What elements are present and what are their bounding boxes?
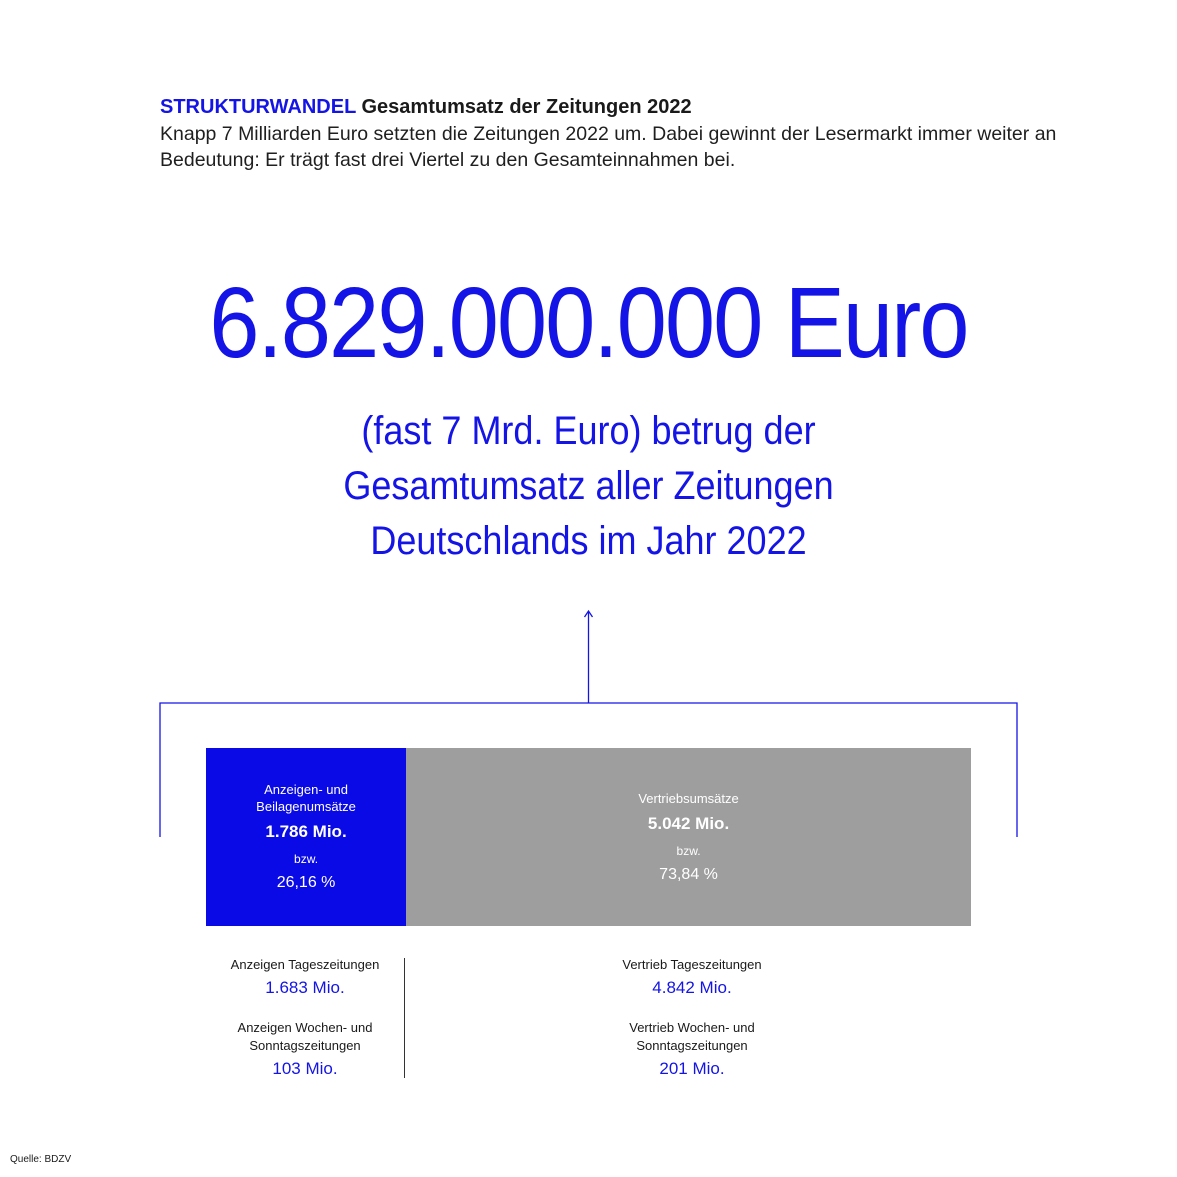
segment-value: 1.786 Mio. [265,822,347,841]
breakdown-label: Sonntagszeitungen [249,1038,361,1053]
breakdown-value: 103 Mio. [272,1059,338,1078]
stacked-bar [206,748,971,926]
total-revenue-figure: 6.829.000.000 Euro [209,267,968,379]
segment-label [406,790,971,807]
breakdown-ads-daily [185,956,425,999]
segment-label-line: Beilagenumsätze [256,799,356,814]
segment-percent: 73,84 % [659,865,718,883]
segment-percent: 26,16 % [276,874,336,891]
caption-line: Deutschlands im Jahr 2022 [370,519,807,563]
breakdown-sales-weekly [572,1019,812,1080]
segment-label-line: Vertriebsumsätze [638,790,739,806]
description: Knapp 7 Milliarden Euro setzten die Zeitungen 2022 um. Dabei gewinnt der Lesermarkt immer weiter an Bedeutung: Er trägt fast drei Viertel zu den Gesamteinnahmen bei. [160,123,1057,171]
segment-label [206,781,406,815]
segment-bzw: bzw. [676,843,701,858]
source-note: Quelle: BDZV [10,1154,72,1165]
breakdown-label: Anzeigen Wochen- und [237,1020,373,1035]
breakdown-value: 1.683 Mio. [265,978,345,997]
breakdown-sales-daily [572,956,812,999]
caption-line: Gesamtumsatz aller Zeitungen [343,464,834,508]
segment-value: 5.042 Mio. [647,813,730,833]
breakdown-label: Anzeigen Tageszeitungen [230,957,380,972]
segment-label-line: Anzeigen- und [264,782,348,797]
breakdown-ads-weekly [185,1019,425,1080]
kicker: STRUKTURWANDEL [160,96,356,118]
breakdown-value: 4.842 Mio. [652,978,732,997]
breakdown-label: Sonntagszeitungen [636,1038,748,1053]
breakdown-label: Vertrieb Wochen- und [629,1020,755,1035]
caption-line: (fast 7 Mrd. Euro) betrug der [361,409,816,453]
bar-segment-sales [406,748,971,926]
bar-segment-ads [206,748,406,926]
title: Gesamtumsatz der Zeitungen 2022 [361,96,692,118]
breakdown-label: Vertrieb Tageszeitungen [622,957,762,972]
breakdown-value: 201 Mio. [659,1059,725,1078]
segment-bzw: bzw. [294,852,319,866]
